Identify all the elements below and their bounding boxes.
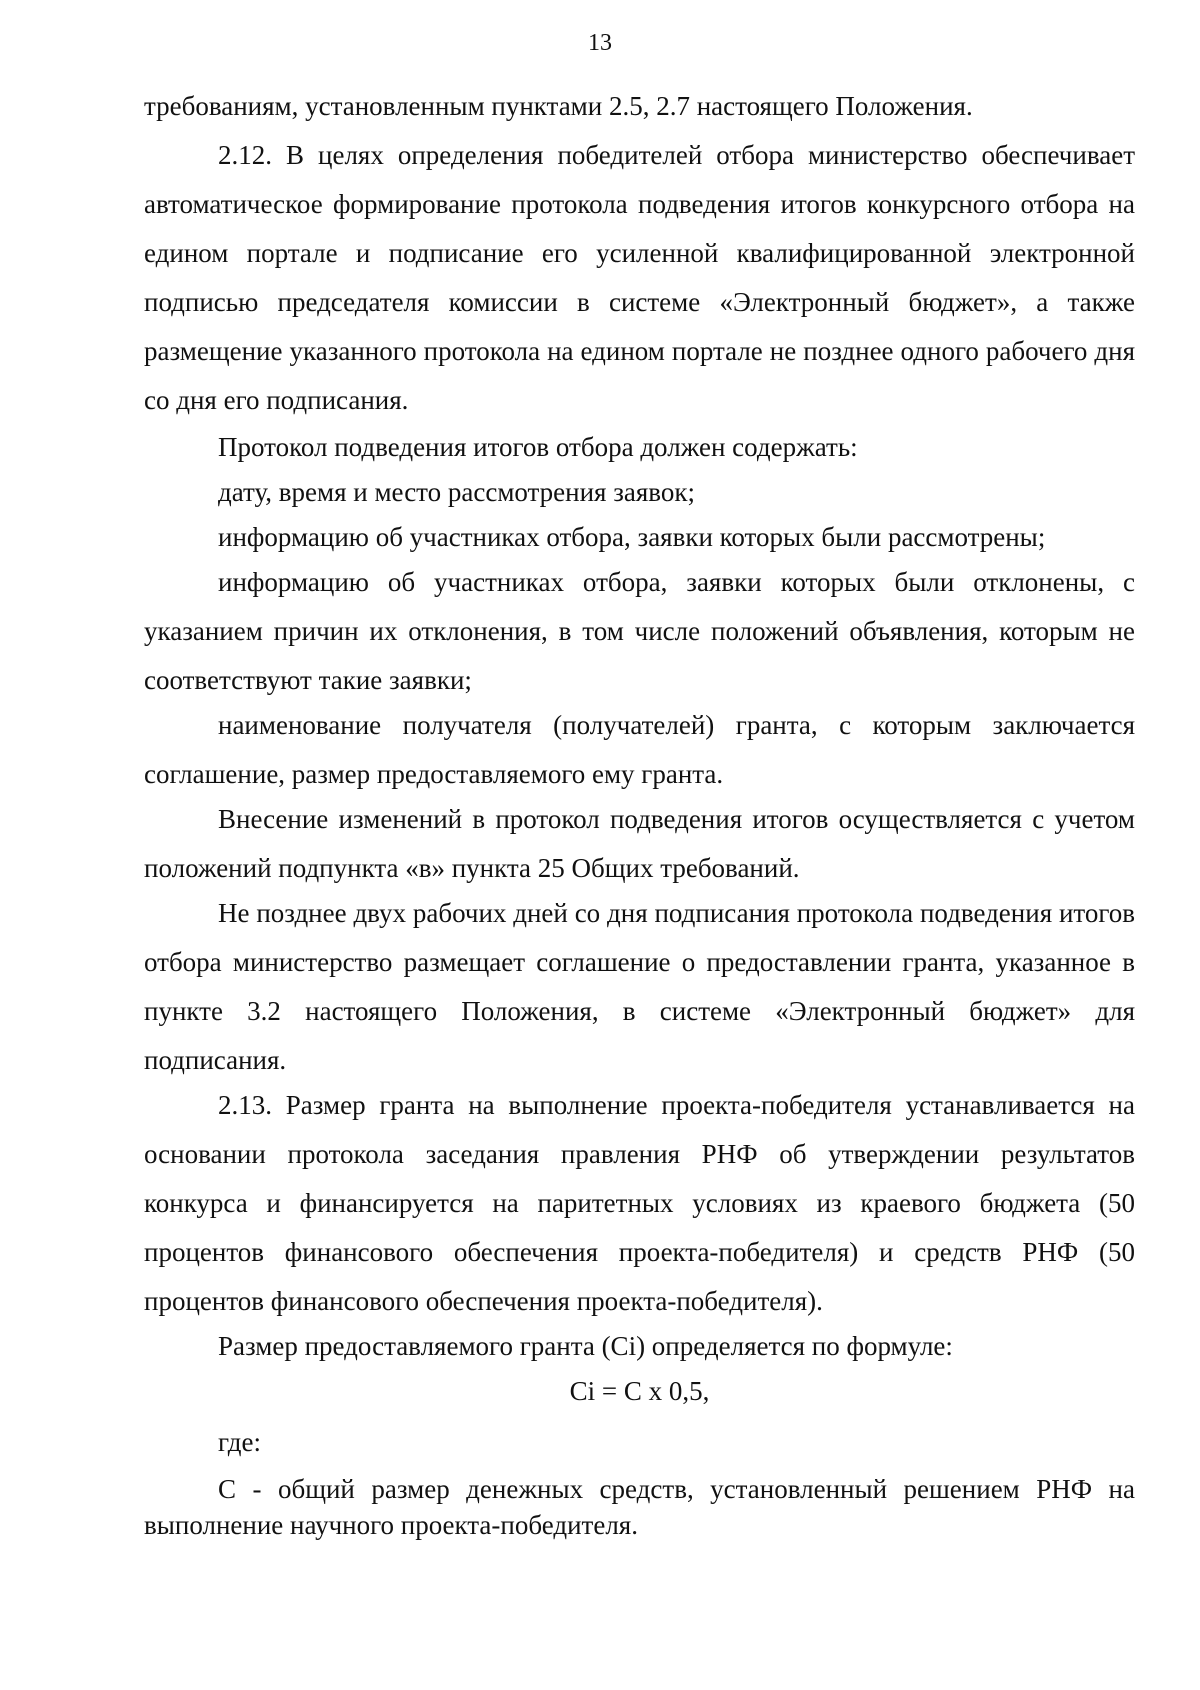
paragraph-2-13: 2.13. Размер гранта на выполнение проекта-победителя устанавливается на основании протокола заседания правления РНФ об утверждении результатов конкурса и финансируется на паритетных условиях из краевого бюджета (50 процентов финансового обеспечения проекта-победителя) и средств РНФ (50 процентов финансового обеспечения проекта-победителя). — [144, 1090, 1135, 1316]
paragraph-item-date: дату, время и место рассмотрения заявок; — [218, 477, 695, 507]
paragraph-item-reviewed: информацию об участниках отбора, заявки которых были рассмотрены; — [218, 522, 1046, 552]
paragraph-where: где: — [218, 1427, 261, 1457]
paragraph-protocol-contents: Протокол подведения итогов отбора должен содержать: — [218, 432, 858, 462]
paragraph-continuation: требованиям, установленным пунктами 2.5, 2.7 настоящего Положения. — [144, 91, 973, 121]
paragraph-formula-intro: Размер предоставляемого гранта (Ci) определяется по формуле: — [218, 1331, 953, 1361]
paragraph-2-12: 2.12. В целях определения победителей отбора министерство обеспечивает автоматическое формирование протокола подведения итогов конкурсного отбора на едином портале и подписание его усиленной квалифицированной электронной подписью председателя комиссии в системе «Электронный бюджет», а также размещение указанного протокола на едином портале не позднее одного рабочего дня со дня его подписания. — [144, 140, 1135, 415]
document-body — [144, 82, 1135, 1543]
paragraph-item-recipient: наименование получателя (получателей) гранта, с которым заключается соглашение, размер предоставляемого ему гранта. — [144, 710, 1135, 789]
formula: Ci = C x 0,5, — [569, 1376, 710, 1406]
paragraph-item-rejected: информацию об участниках отбора, заявки которых были отклонены, с указанием причин их отклонения, в том числе положений объявления, которым не соответствуют такие заявки; — [144, 567, 1135, 695]
paragraph-amendments: Внесение изменений в протокол подведения итогов осуществляется с учетом положений подпункта «в» пункта 25 Общих требований. — [144, 804, 1135, 883]
page-number: 13 — [588, 30, 612, 56]
paragraph-agreement-posting: Не позднее двух рабочих дней со дня подписания протокола подведения итогов отбора министерство размещает соглашение о предоставлении гранта, указанное в пункте 3.2 настоящего Положения, в системе «Электронный бюджет» для подписания. — [144, 898, 1135, 1075]
paragraph-c-definition: C - общий размер денежных средств, установленный решением РНФ на выполнение научного проекта-победителя. — [144, 1474, 1135, 1540]
